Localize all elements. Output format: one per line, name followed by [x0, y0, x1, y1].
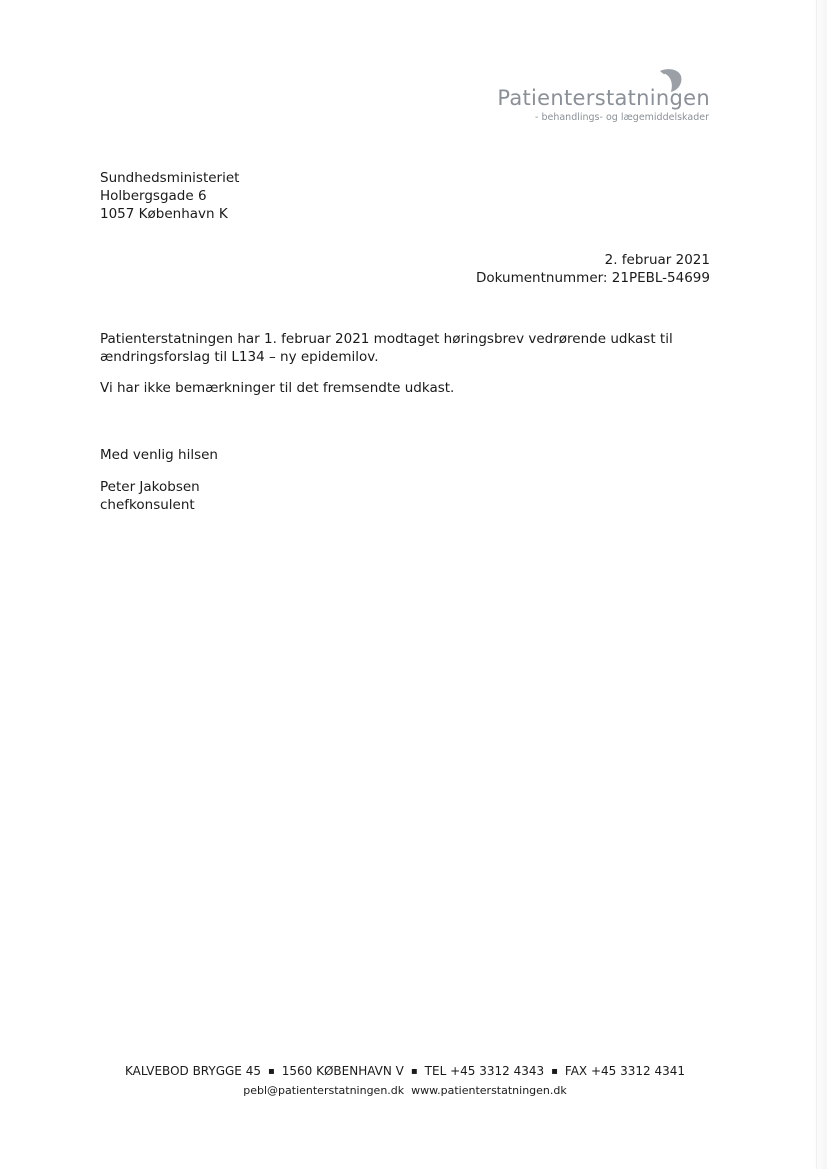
body-paragraph: Vi har ikke bemærkninger til det fremsendte udkast. [100, 380, 455, 396]
footer-contact-line [0, 1062, 810, 1082]
footer-separator: ▪ [551, 1066, 558, 1077]
letter-footer [0, 1062, 810, 1100]
footer-web-line [0, 1082, 810, 1100]
recipient-name: Sundhedsministeriet [100, 170, 240, 186]
body-paragraph: Patienterstatningen har 1. februar 2021 modtaget høringsbrev vedrørende udkast til ændringsforslag til L134 – ny epidemilov. [100, 331, 673, 365]
recipient-street: Holbergsgade 6 [100, 188, 207, 204]
recipient-city: 1057 København K [100, 206, 228, 222]
document-number: Dokumentnummer: 21PEBL-54699 [475, 270, 710, 286]
company-logo [470, 64, 715, 126]
footer-email-link[interactable]: pebl@patienterstatningen.dk [243, 1084, 405, 1097]
signature-block [100, 478, 200, 514]
footer-address: KALVEBOD BRYGGE 45 [125, 1064, 261, 1078]
footer-separator: ▪ [410, 1066, 418, 1077]
footer-tel: TEL +45 3312 4343 [424, 1064, 545, 1078]
letter-body [100, 330, 715, 410]
letter-meta [476, 251, 710, 287]
logo-name: Patienterstatningen [497, 86, 710, 110]
scan-line [816, 0, 817, 1169]
recipient-address [100, 169, 239, 223]
letter-date: 2. februar 2021 [604, 252, 710, 268]
logo-tagline: - behandlings- og lægemiddelskader [535, 112, 709, 123]
footer-fax: FAX +45 3312 4341 [564, 1064, 685, 1078]
footer-separator: ▪ [267, 1066, 275, 1077]
signatory-name: Peter Jakobsen [100, 479, 200, 495]
signatory-title: chefkonsulent [100, 497, 195, 513]
footer-postal: 1560 KØBENHAVN V [281, 1064, 404, 1078]
footer-website-link[interactable]: www.patienterstatningen.dk [411, 1084, 567, 1097]
closing-salutation: Med venlig hilsen [100, 447, 218, 463]
